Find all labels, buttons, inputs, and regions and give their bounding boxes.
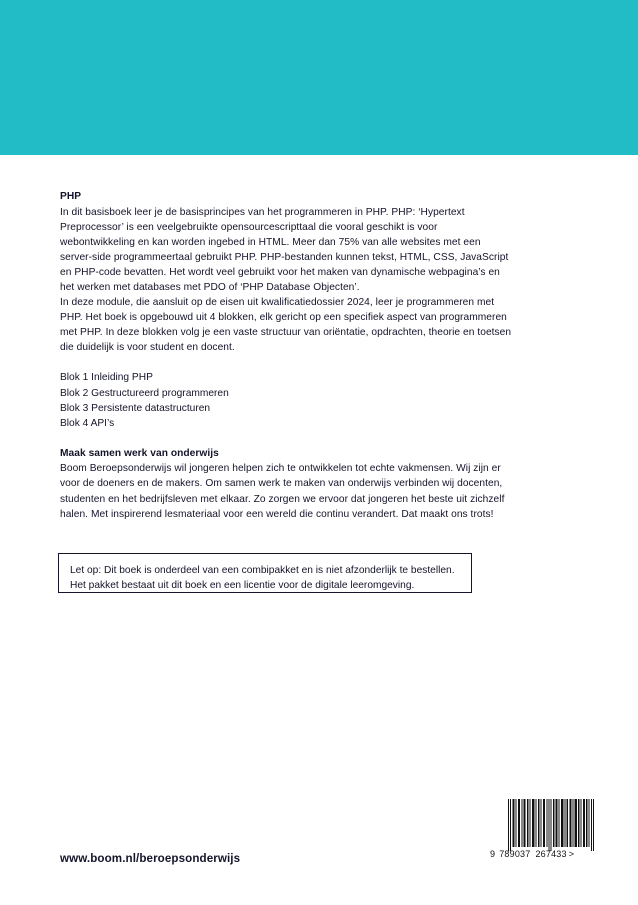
teal-header-band: [0, 0, 638, 155]
publisher-website-url[interactable]: www.boom.nl/beroepsonderwijs: [60, 852, 241, 865]
barcode-digits: [490, 849, 612, 859]
barcode-right-group: 267433: [535, 849, 567, 859]
onderwijs-section-heading: Maak samen werk van onderwijs: [60, 447, 219, 459]
onderwijs-section: [60, 446, 512, 522]
cover-text-column: [60, 189, 512, 522]
barcode-left-group: 789037: [499, 849, 531, 859]
php-description-paragraph-1: In dit basisboek leer je de basisprincipes van het programmeren in PHP. PHP: ‘Hypertext Preprocessor’ is een veelgebruikte opensourcescripttaal die vooral geschikt is voor webontwikkeling en kan worden ingebed in HTML. Meer dan 75% van alle websites met een server-side programmeertaal gebruikt PHP. PHP-bestanden kunnen tekst, HTML, CSS, JavaScript en PHP-code bevatten. Het wordt veel gebruikt voor het maken van dynamische webpagina’s en het werken met databases met PDO of ‘PHP Database Objecten’.: [60, 206, 509, 293]
barcode-tail-marker: >: [568, 849, 575, 859]
list-item: Blok 1 Inleiding PHP: [60, 372, 153, 384]
isbn-barcode: [490, 799, 595, 859]
onderwijs-paragraph: Boom Beroepsonderwijs wil jongeren helpen zich te ontwikkelen tot echte vakmensen. Wij zijn er voor de doeners en de makers. Om samen werk te maken van onderwijs verbinden wij docenten, studenten en het bedrijfsleven met elkaar. Zo zorgen we ervoor dat jongeren het beste uit zichzelf halen. Met inspirerend lesmateriaal voor een wereld die continu verandert. Dat maakt ons trots!: [60, 463, 505, 520]
list-item: Blok 3 Persistente datastructuren: [60, 402, 211, 414]
note-line-1: Let op: Dit boek is onderdeel van een combipakket en is niet afzonderlijk te bestellen.: [70, 565, 455, 576]
barcode-lead-digit: 9: [490, 849, 496, 859]
blocks-list: [60, 370, 512, 430]
php-description-paragraph-2: In deze module, die aansluit op de eisen uit kwalificatiedossier 2024, leer je programmeren met PHP. Het boek is opgebouwd uit 4 blokken, elk gericht op een specifiek aspect van programmeren met PHP. In deze blokken volg je een vaste structuur van oriëntatie, opdrachten, theorie en toetsen die duidelijk is voor student en docent.: [60, 297, 512, 354]
list-item: Blok 4 API’s: [60, 417, 115, 429]
combipakket-note-box: [58, 553, 472, 593]
note-line-2: Het pakket bestaat uit dit boek en een licentie voor de digitale leeromgeving.: [70, 580, 415, 592]
php-section-heading: PHP: [60, 191, 82, 202]
list-item: Blok 2 Gestructureerd programmeren: [60, 387, 229, 399]
barcode-bars-icon: [507, 799, 595, 851]
